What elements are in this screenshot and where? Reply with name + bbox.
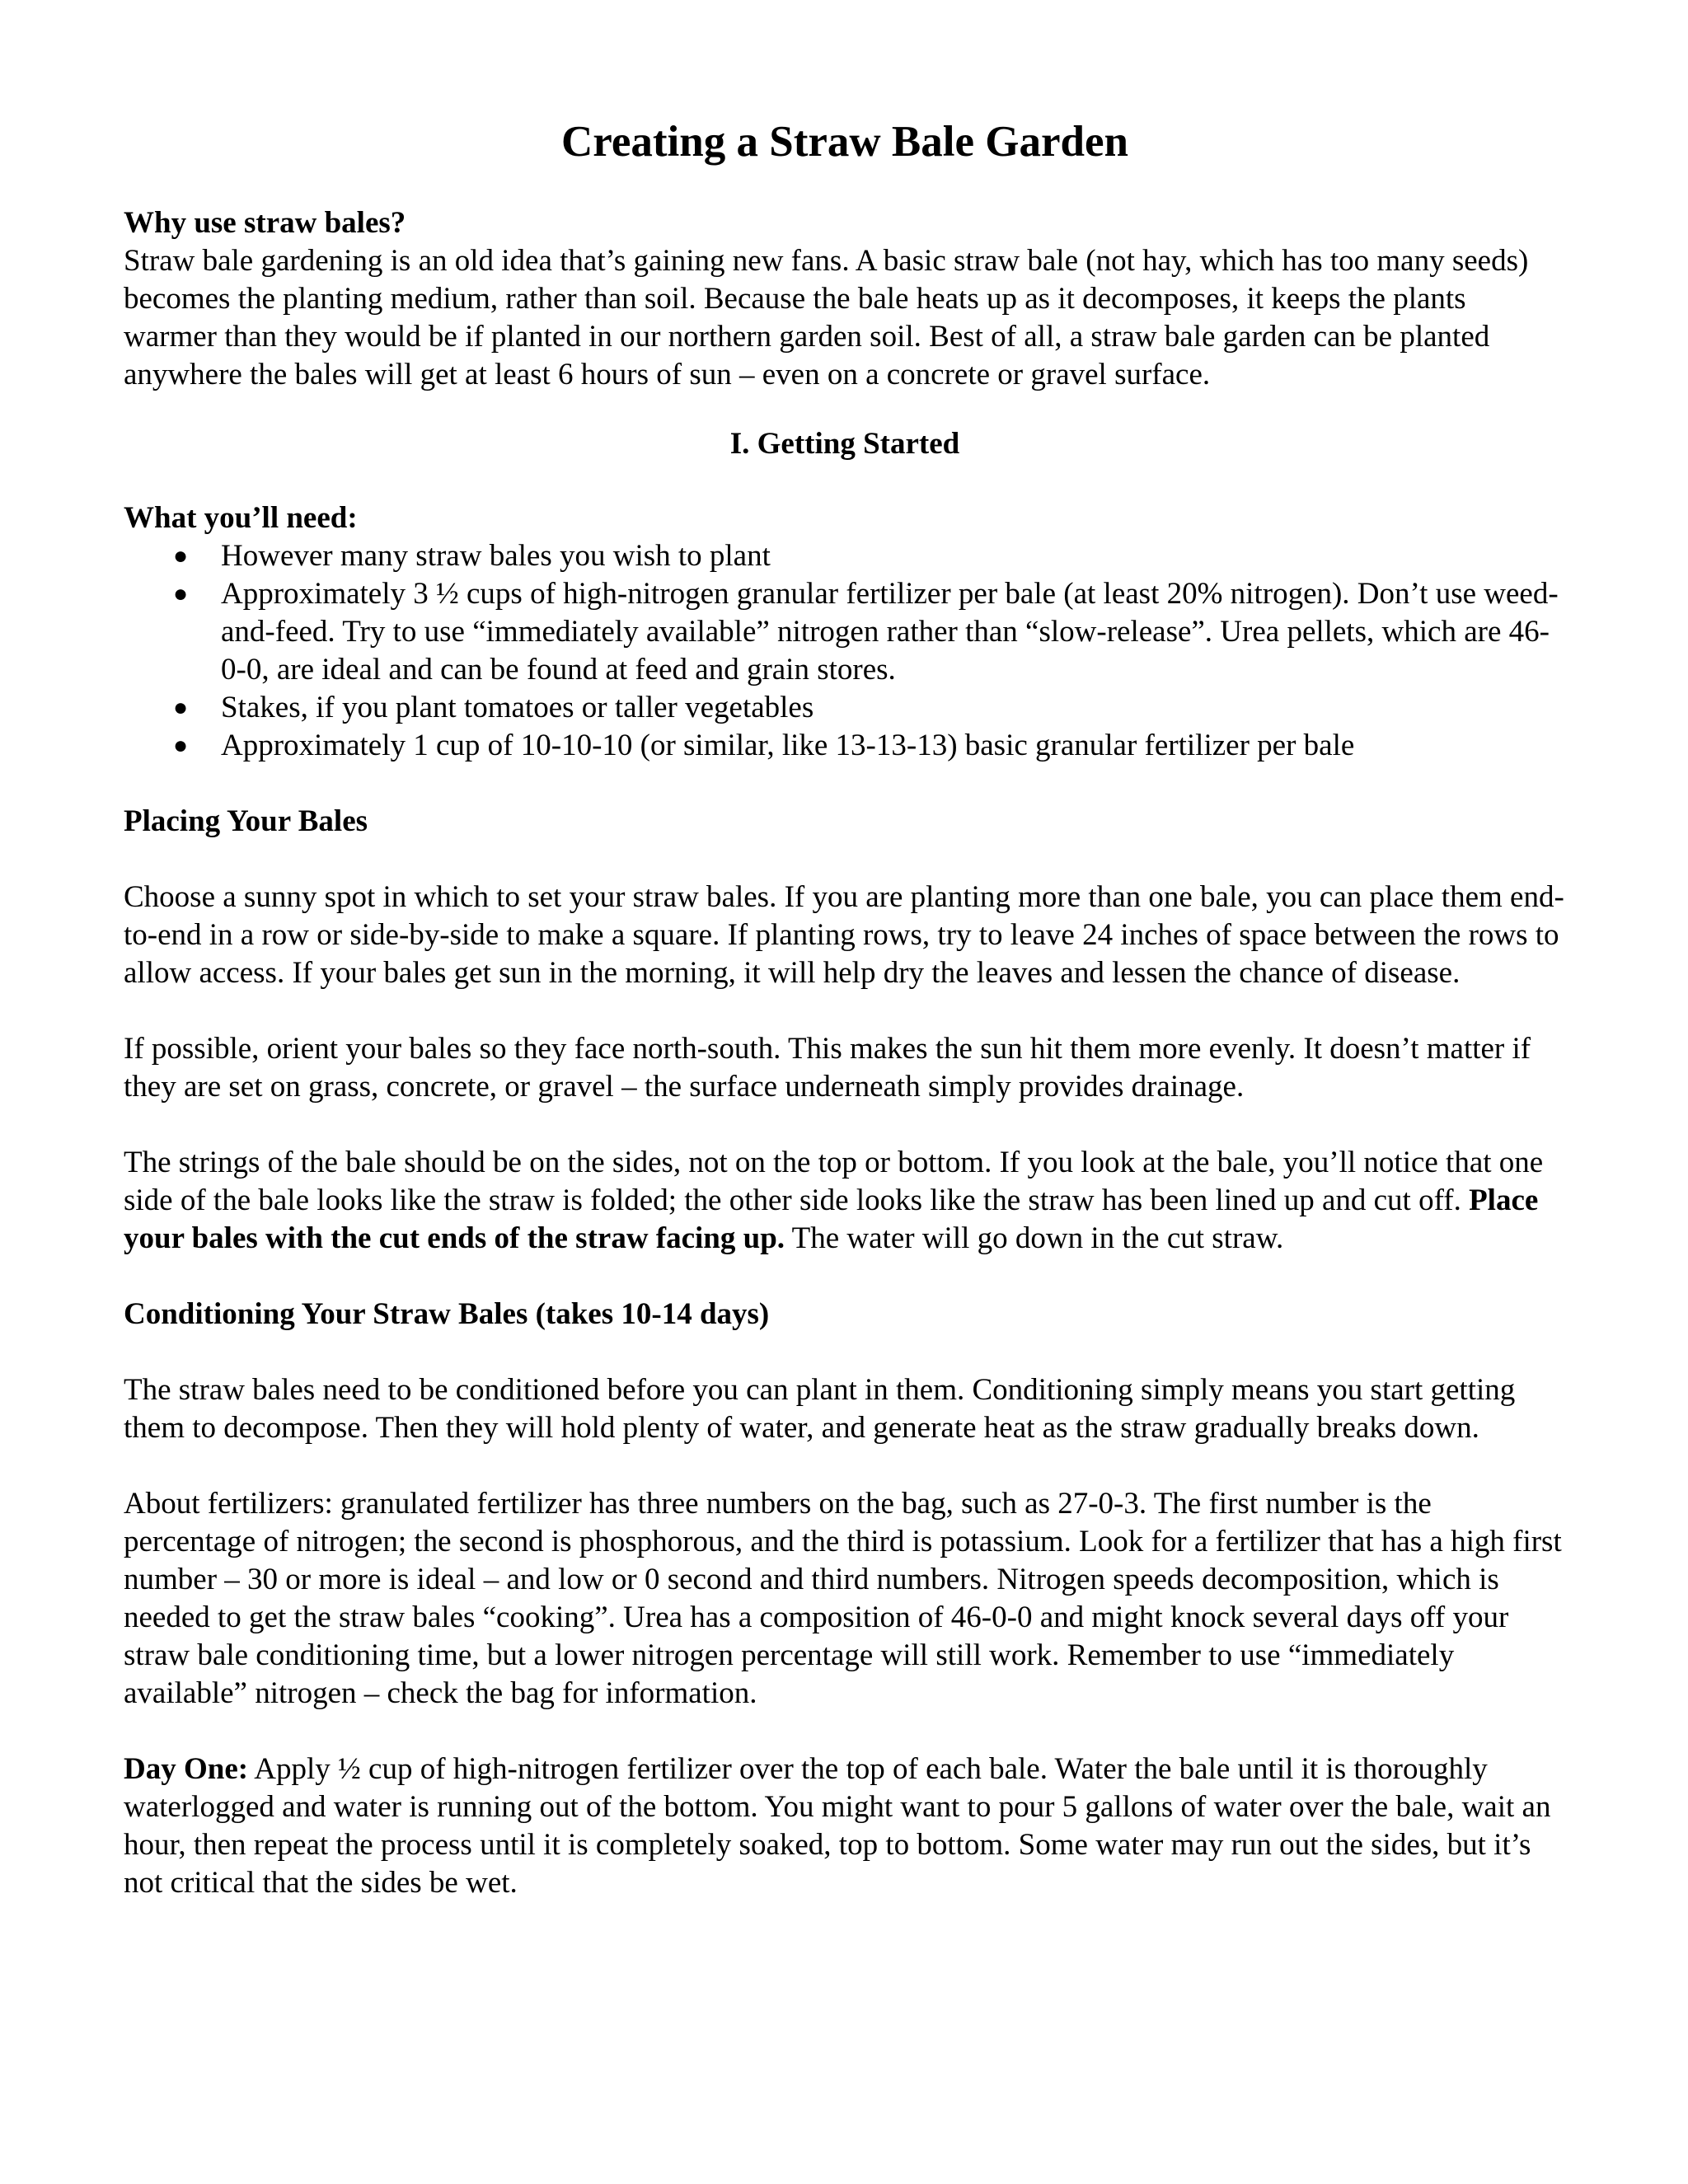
needs-list bbox=[124, 537, 1566, 765]
bullet-icon: ● bbox=[173, 732, 189, 759]
placing-p3-start: The strings of the bale should be on the sides, not on the top or bottom. If you look at the bale, you’ll notice that one side of the bale looks like the straw is folded; the other side looks like the straw has been lined up and cut off. bbox=[124, 1146, 1544, 1217]
document-page bbox=[124, 115, 1566, 1902]
conditioning-paragraph-2: About fertilizers: granulated fertilizer has three numbers on the bag, such as 27-0-3. The first number is the percentage of nitrogen; the second is phosphorous, and the third is potassium. Look for a fertilizer that has a high first number – 30 or more is ideal – and low or 0 second and third numbers. Nitrogen speeds decomposition, which is needed to get the straw bales “cooking”. Urea has a composition of 46-0-0 and might knock several days off your straw bale conditioning time, but a lower nitrogen percentage will still work. Remember to use “immediately available” nitrogen – check the bag for information. bbox=[124, 1487, 1562, 1710]
conditioning-section bbox=[124, 1296, 1566, 1902]
placing-p3-bold: Place your bales with the cut ends of the straw facing up. bbox=[124, 1183, 1539, 1255]
needs-section bbox=[124, 499, 1566, 765]
placing-section bbox=[124, 803, 1566, 1258]
list-item bbox=[124, 689, 1566, 727]
page-title: Creating a Straw Bale Garden bbox=[561, 118, 1128, 166]
needs-heading: What you’ll need: bbox=[124, 501, 358, 535]
placing-p3-end: The water will go down in the cut straw. bbox=[785, 1221, 1284, 1255]
list-item-text: Stakes, if you plant tomatoes or taller vegetables bbox=[221, 691, 814, 724]
conditioning-heading: Conditioning Your Straw Bales (takes 10-14 days) bbox=[124, 1297, 770, 1331]
day-one-label: Day One: bbox=[124, 1752, 249, 1786]
bullet-icon: ● bbox=[173, 542, 189, 569]
list-item-text: Approximately 3 ½ cups of high-nitrogen granular fertilizer per bale (at least 20% nitrogen). Don’t use weed-and-feed. Try to use “immediately available” nitrogen rather than “slow-release”. Urea pellets, which are 46-0-0, are ideal and can be found at feed and grain stores. bbox=[221, 577, 1559, 687]
conditioning-paragraph-1: The straw bales need to be conditioned before you can plant in them. Conditioning simply means you start getting them to decompose. Then they will hold plenty of water, and generate heat as the straw gradually breaks down. bbox=[124, 1373, 1516, 1445]
bullet-icon: ● bbox=[173, 694, 189, 721]
day-one-text: Apply ½ cup of high-nitrogen fertilizer over the top of each bale. Water the bale until it is thoroughly waterlogged and water is running out of the bottom. You might want to pour 5 gallons of water over the bale, wait an hour, then repeat the process until it is completely soaked, top to bottom. Some water may run out the sides, but it’s not critical that the sides be wet. bbox=[124, 1752, 1551, 1900]
placing-paragraph-1: Choose a sunny spot in which to set your straw bales. If you are planting more than one bale, you can place them end-to-end in a row or side-by-side to make a square. If planting rows, try to leave 24 inches of space between the rows to allow access. If your bales get sun in the morning, it will help dry the leaves and lessen the chance of disease. bbox=[124, 880, 1564, 990]
intro-section bbox=[124, 204, 1566, 394]
list-item bbox=[124, 575, 1566, 689]
intro-heading: Why use straw bales? bbox=[124, 206, 406, 240]
placing-heading: Placing Your Bales bbox=[124, 804, 368, 838]
list-item-text: Approximately 1 cup of 10-10-10 (or similar, like 13-13-13) basic granular fertilizer per bale bbox=[221, 729, 1355, 762]
list-item bbox=[124, 727, 1566, 765]
list-item-text: However many straw bales you wish to plant bbox=[221, 539, 771, 573]
section-heading-getting-started: I. Getting Started bbox=[729, 427, 960, 461]
placing-paragraph-2: If possible, orient your bales so they face north-south. This makes the sun hit them more evenly. It doesn’t matter if they are set on grass, concrete, or gravel – the surface underneath simply provides drainage. bbox=[124, 1032, 1531, 1104]
day-one-paragraph bbox=[124, 1750, 1566, 1902]
bullet-icon: ● bbox=[173, 580, 189, 607]
placing-paragraph-3 bbox=[124, 1144, 1566, 1258]
intro-paragraph: Straw bale gardening is an old idea that’s gaining new fans. A basic straw bale (not hay, which has too many seeds) becomes the planting medium, rather than soil. Because the bale heats up as it decomposes, it keeps the plants warmer than they would be if planted in our northern garden soil. Best of all, a straw bale garden can be planted anywhere the bales will get at least 6 hours of sun – even on a concrete or gravel surface. bbox=[124, 244, 1529, 391]
list-item bbox=[124, 537, 1566, 575]
